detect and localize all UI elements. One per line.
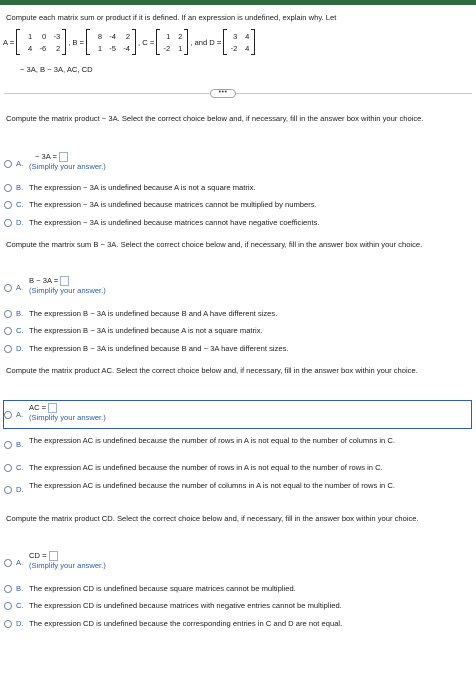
radio-button[interactable]	[4, 411, 12, 419]
option-text: The expression − 3A is undefined because matrices cannot have negative coefficients.	[29, 218, 320, 227]
expression-list: − 3A, B − 3A, AC, CD	[20, 65, 93, 74]
matrix-c	[156, 30, 188, 54]
option-letter: D.	[16, 485, 24, 494]
matrix-c-entry: 1	[166, 31, 171, 41]
radio-button[interactable]	[4, 160, 12, 168]
option-letter: B.	[16, 183, 24, 192]
matrix-d-entry: 4	[245, 43, 250, 53]
matrix-b-entry: -4	[109, 31, 117, 41]
answer-label: CD =	[29, 551, 47, 560]
option-letter: D.	[16, 218, 24, 227]
radio-button[interactable]	[4, 284, 12, 292]
matrix-c-entry: 2	[178, 31, 183, 41]
matrix-a-entry: 0	[41, 31, 47, 41]
question-3-option-c[interactable]	[4, 463, 470, 473]
option-text: The expression CD is undefined because the corresponding entries in C and D are not equal.	[29, 619, 343, 628]
question-2-prompt: Compute the martrix sum B − 3A. Select the correct choice below and, if necessary, fill in the answer box within your choice.	[6, 240, 423, 249]
option-letter: B.	[16, 584, 24, 593]
question-4-option-d[interactable]	[4, 619, 470, 629]
radio-button[interactable]	[4, 441, 12, 449]
option-text: The expression − 3A is undefined because A is not a square matrix.	[29, 183, 256, 192]
matrix-a-entry: -3	[53, 31, 61, 41]
matrix-d-entry: 3	[233, 31, 238, 41]
option-text: The expression CD is undefined because square matrices cannot be multiplied.	[29, 584, 296, 593]
matrix-d	[223, 30, 255, 54]
option-letter: B.	[16, 309, 24, 318]
answer-label: AC =	[29, 403, 47, 412]
matrix-b-entry: 8	[97, 31, 103, 41]
option-letter: D.	[16, 344, 24, 353]
matrix-d-entry: 4	[245, 31, 250, 41]
radio-button[interactable]	[4, 464, 12, 472]
radio-button[interactable]	[4, 327, 12, 335]
simplify-hint: (Simplify your answer.)	[29, 286, 106, 295]
question-3-option-d[interactable]	[4, 481, 470, 495]
question-1-option-a[interactable]	[4, 152, 470, 172]
top-bar	[0, 0, 476, 5]
matrix-b-label: , B =	[68, 37, 85, 47]
option-text: The expression B − 3A is undefined because B and A have different sizes.	[29, 309, 278, 318]
radio-button[interactable]	[4, 559, 12, 567]
radio-button[interactable]	[4, 310, 12, 318]
answer-label: B − 3A =	[29, 276, 59, 285]
matrix-c-entry: 1	[178, 43, 183, 53]
question-3-option-a[interactable]	[4, 403, 470, 423]
answer-box[interactable]	[49, 551, 58, 561]
option-letter: C.	[16, 601, 24, 610]
matrix-b-entry: -4	[123, 43, 131, 53]
question-3-prompt: Compute the matrix product AC. Select the correct choice below and, if necessary, fill in the answer box within your choice.	[6, 366, 418, 375]
option-letter: C.	[16, 326, 24, 335]
simplify-hint: (Simplify your answer.)	[29, 162, 106, 171]
question-2-option-a[interactable]	[4, 276, 470, 296]
radio-button[interactable]	[4, 585, 12, 593]
radio-button[interactable]	[4, 184, 12, 192]
option-letter: A.	[16, 410, 24, 419]
question-4-option-b[interactable]	[4, 584, 470, 594]
radio-button[interactable]	[4, 345, 12, 353]
matrix-a-entry: 4	[27, 43, 33, 53]
option-text: The expression − 3A is undefined because matrices cannot be multiplied by numbers.	[29, 200, 317, 209]
question-2-option-b[interactable]	[4, 309, 470, 319]
option-text: The expression AC is undefined because the number of rows in A is not equal to the number of rows in C.	[29, 463, 383, 472]
answer-box[interactable]	[48, 403, 57, 413]
option-text: The expression CD is undefined because matrices with negative entries cannot be multiplied.	[29, 601, 342, 610]
matrix-a-label: A =	[3, 37, 15, 47]
option-letter: C.	[16, 200, 24, 209]
matrix-b-entry: 2	[125, 31, 131, 41]
matrix-a	[16, 30, 66, 54]
matrix-d-label: , and D =	[190, 37, 222, 47]
option-letter: B.	[16, 440, 24, 449]
answer-box[interactable]	[59, 152, 68, 162]
radio-button[interactable]	[4, 219, 12, 227]
option-text: The expression AC is undefined because the number of rows in A is not equal to the number of columns in C.	[29, 436, 395, 445]
radio-button[interactable]	[4, 620, 12, 628]
matrix-b-entry: 1	[97, 43, 103, 53]
option-letter: A.	[16, 159, 24, 168]
expand-more-button[interactable]: •••	[210, 89, 236, 98]
question-4-prompt: Compute the matrix product CD. Select the correct choice below and, if necessary, fill in the answer box within your choice.	[6, 514, 419, 523]
answer-label: − 3A =	[35, 152, 57, 161]
question-4-option-c[interactable]	[4, 601, 470, 611]
matrix-c-entry: -2	[163, 43, 171, 53]
option-letter: C.	[16, 463, 24, 472]
matrix-c-label: , C =	[138, 37, 155, 47]
option-letter: A.	[16, 558, 24, 567]
matrix-d-entry: -2	[230, 43, 238, 53]
question-2-option-c[interactable]	[4, 326, 470, 336]
radio-button[interactable]	[4, 201, 12, 209]
radio-button[interactable]	[4, 486, 12, 494]
answer-box[interactable]	[60, 276, 69, 286]
matrix-a-entry: 1	[27, 31, 33, 41]
problem-statement: Compute each matrix sum or product if it is defined. If an expression is undefined, explain why. Let	[6, 13, 337, 22]
question-1-prompt: Compute the matrix product − 3A. Select the correct choice below and, if necessary, fill in the answer box within your choice.	[6, 114, 424, 123]
matrix-definitions	[3, 27, 257, 57]
question-2-option-d[interactable]	[4, 344, 470, 354]
simplify-hint: (Simplify your answer.)	[29, 413, 106, 422]
option-text: The expression B − 3A is undefined because A is not a square matrix.	[29, 326, 263, 335]
question-4-option-a[interactable]	[4, 551, 470, 571]
matrix-a-entry: 2	[55, 43, 61, 53]
matrix-a-entry: -6	[39, 43, 47, 53]
question-1-option-c[interactable]	[4, 200, 470, 210]
simplify-hint: (Simplify your answer.)	[29, 561, 106, 570]
radio-button[interactable]	[4, 602, 12, 610]
question-1-option-b[interactable]	[4, 183, 470, 193]
section-divider	[4, 93, 472, 94]
option-text: The expression B − 3A is undefined because B and − 3A have different sizes.	[29, 344, 289, 353]
option-text: The expression AC is undefined because the number of columns in A is not equal to the number of rows in C.	[29, 481, 395, 490]
matrix-b-entry: -5	[109, 43, 117, 53]
option-letter: A.	[16, 283, 24, 292]
question-1-option-d[interactable]	[4, 218, 470, 228]
matrix-b	[86, 30, 136, 54]
option-letter: D.	[16, 619, 24, 628]
question-3-option-b[interactable]	[4, 436, 470, 450]
